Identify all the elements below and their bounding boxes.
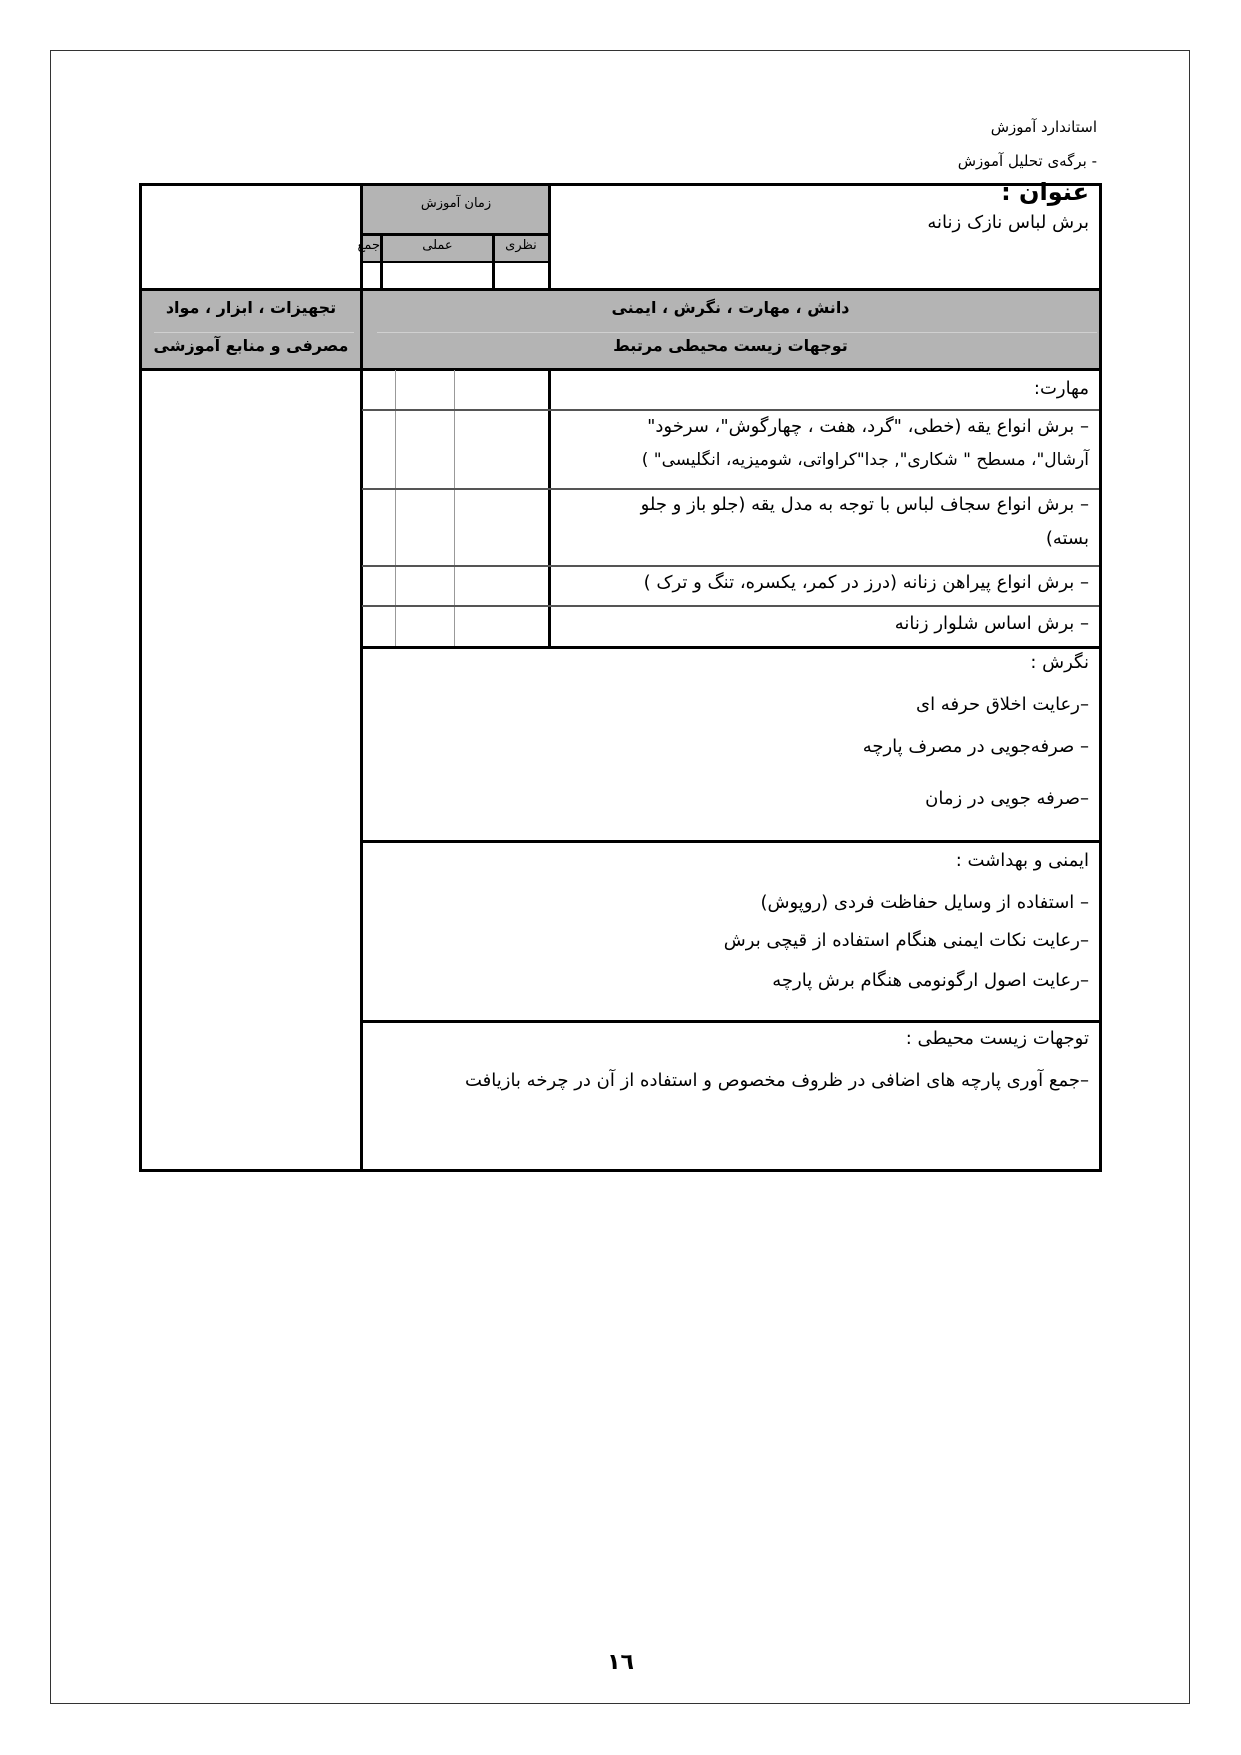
standard-title: استاندارد آموزش (990, 118, 1097, 136)
safety-item-2: –رعایت نکات ایمنی هنگام استفاده از قیچی برش (723, 930, 1089, 951)
attitude-label: نگرش : (1030, 652, 1089, 673)
equipment-header-line1: تجهیزات ، ابزار ، مواد (165, 298, 337, 317)
environment-label: توجهات زیست محیطی : (905, 1028, 1089, 1049)
equipment-header-line2: مصرفی و منابع آموزشی (153, 336, 349, 355)
skill-item-1-line1: – برش انواع یقه (خطی، "گرد، هفت ، چهارگوش"، سرخود" (647, 416, 1089, 437)
analysis-sheet-title: - برگه‌ی تحلیل آموزش (957, 152, 1097, 170)
skill-item-2-line1: – برش انواع سجاف لباس با توجه به مدل یقه (جلو باز و جلو (640, 494, 1089, 515)
page-number: ١٦ (607, 1650, 634, 1675)
skill-item-1-line2: آرشال"، مسطح " شکاری", جدا"کراواتی، شومیزیه، انگلیسی" ) (641, 450, 1089, 470)
skill-item-4: – برش اساس شلوار زنانه (894, 613, 1089, 634)
attitude-item-2: – صرفه‌جویی در مصرف پارچه (862, 736, 1089, 757)
time-value-total[interactable] (363, 264, 380, 288)
competency-header-line1: دانش ، مهارت ، نگرش ، ایمنی (611, 298, 850, 317)
time-col-practical: عملی (422, 238, 453, 253)
competency-header-line2: توجهات زیست محیطی مرتبط (613, 336, 848, 355)
time-col-theory: نظری (505, 238, 537, 253)
training-time-label: زمان آموزش (420, 196, 492, 211)
time-value-practical[interactable] (383, 264, 492, 288)
safety-label: ایمنی و بهداشت : (955, 850, 1089, 871)
attitude-item-3: –صرفه جویی در زمان (925, 788, 1089, 809)
safety-item-3: –رعایت اصول ارگونومی هنگام برش پارچه (772, 970, 1089, 991)
skill-item-3: – برش انواع پیراهن زنانه (درز در کمر، یکسره، تنگ و ترک ) (643, 572, 1089, 593)
title-label: عنوان : (1001, 178, 1089, 206)
skill-item-2-line2: بسته) (1045, 528, 1089, 549)
safety-item-1: – استفاده از وسایل حفاظت فردی (روپوش) (760, 892, 1089, 913)
title-value: برش لباس نازک زنانه (927, 212, 1089, 233)
time-value-theory[interactable] (495, 264, 548, 288)
training-analysis-table (139, 178, 1102, 1172)
skills-label: مهارت: (1033, 378, 1089, 399)
environment-item-1: –جمع آوری پارچه های اضافی در ظروف مخصوص و استفاده از آن در چرخه بازیافت (464, 1070, 1089, 1091)
time-col-total: جمع (357, 238, 380, 253)
attitude-item-1: –رعایت اخلاق حرفه ای (915, 694, 1089, 715)
